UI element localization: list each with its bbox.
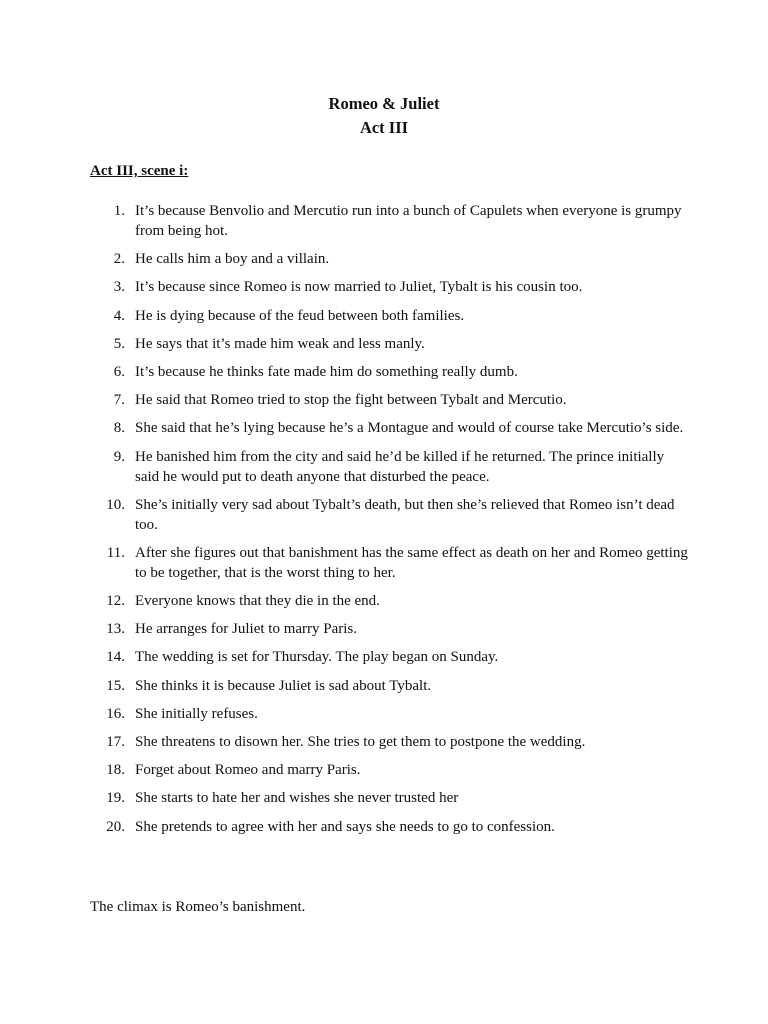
list-item-text: He says that it’s made him weak and less manly. xyxy=(135,335,425,352)
list-item-number: 3. xyxy=(113,279,125,296)
list-item-text: She thinks it is because Juliet is sad about Tybalt. xyxy=(135,677,432,694)
list-item-text: He banished him from the city and said he’d be killed if he returned. The prince initially said he would put to death anyone that disturbed the peace. xyxy=(135,448,665,485)
list-item-number: 10. xyxy=(106,496,125,513)
list-item-text: It’s because since Romeo is now married to Juliet, Tybalt is his cousin too. xyxy=(135,279,583,296)
title-block xyxy=(0,92,768,140)
list-item xyxy=(90,704,690,724)
list-item-number: 7. xyxy=(113,392,125,409)
list-item-number: 14. xyxy=(106,649,125,666)
list-item-text: She’s initially very sad about Tybalt’s death, but then she’s relieved that Romeo isn’t dead too. xyxy=(135,496,675,533)
list-item xyxy=(90,447,690,487)
list-item-number: 5. xyxy=(113,335,125,352)
list-item-text: She starts to hate her and wishes she never trusted her xyxy=(135,790,459,807)
list-item xyxy=(90,591,690,611)
list-item xyxy=(90,249,690,269)
list-item xyxy=(90,788,690,808)
list-item xyxy=(90,418,690,438)
list-item xyxy=(90,277,690,297)
list-item-text: She initially refuses. xyxy=(135,705,258,722)
list-item xyxy=(90,647,690,667)
document-title: Romeo & Juliet xyxy=(328,94,440,113)
list-item xyxy=(90,495,690,535)
list-item xyxy=(90,306,690,326)
list-item xyxy=(90,619,690,639)
list-item-text: He is dying because of the feud between both families. xyxy=(135,307,465,324)
list-item-text: It’s because Benvolio and Mercutio run into a bunch of Capulets when everyone is grumpy from being hot. xyxy=(135,203,682,239)
list-item-number: 15. xyxy=(106,677,125,694)
list-item-text: After she figures out that banishment has the same effect as death on her and Romeo getting to be together, that is the worst thing to her. xyxy=(135,544,688,581)
list-item-number: 2. xyxy=(113,251,125,268)
list-item-number: 6. xyxy=(113,363,125,380)
list-item-number: 17. xyxy=(106,734,125,750)
conclusion-text: The climax is Romeo’s banishment. xyxy=(90,899,306,915)
list-item xyxy=(90,201,690,241)
list-item-number: 11. xyxy=(106,544,125,561)
list-item-number: 19. xyxy=(106,790,125,807)
list-item-text: It’s because he thinks fate made him do something really dumb. xyxy=(135,363,518,380)
list-item xyxy=(90,334,690,354)
list-item-text: Everyone knows that they die in the end. xyxy=(135,593,380,610)
answer-list xyxy=(90,201,690,845)
list-item xyxy=(90,390,690,410)
list-item-number: 18. xyxy=(106,762,125,779)
list-item-number: 1. xyxy=(113,203,125,219)
list-item-text: He calls him a boy and a villain. xyxy=(135,251,330,268)
list-item-text: She said that he’s lying because he’s a Montague and would of course take Mercutio’s side. xyxy=(135,420,684,437)
document-subtitle: Act III xyxy=(359,118,409,137)
list-item-number: 12. xyxy=(106,593,125,610)
list-item xyxy=(90,362,690,382)
list-item-number: 13. xyxy=(106,621,125,638)
list-item xyxy=(90,543,690,583)
list-item xyxy=(90,817,690,837)
list-item-number: 16. xyxy=(106,705,125,722)
list-item-text: The wedding is set for Thursday. The play began on Sunday. xyxy=(135,649,499,666)
list-item xyxy=(90,732,690,752)
list-item-text: She threatens to disown her. She tries to get them to postpone the wedding. xyxy=(135,734,586,750)
list-item-text: He arranges for Juliet to marry Paris. xyxy=(135,621,358,638)
list-item xyxy=(90,760,690,780)
list-item-text: Forget about Romeo and marry Paris. xyxy=(135,762,361,779)
list-item xyxy=(90,676,690,696)
list-item-number: 20. xyxy=(106,818,125,835)
list-item-number: 4. xyxy=(113,307,125,324)
list-item-text: He said that Romeo tried to stop the fight between Tybalt and Mercutio. xyxy=(135,392,567,409)
list-item-text: She pretends to agree with her and says she needs to go to confession. xyxy=(135,818,555,835)
section-heading: Act III, scene i: xyxy=(90,163,189,179)
list-item-number: 9. xyxy=(113,448,125,465)
list-item-number: 8. xyxy=(113,420,125,437)
